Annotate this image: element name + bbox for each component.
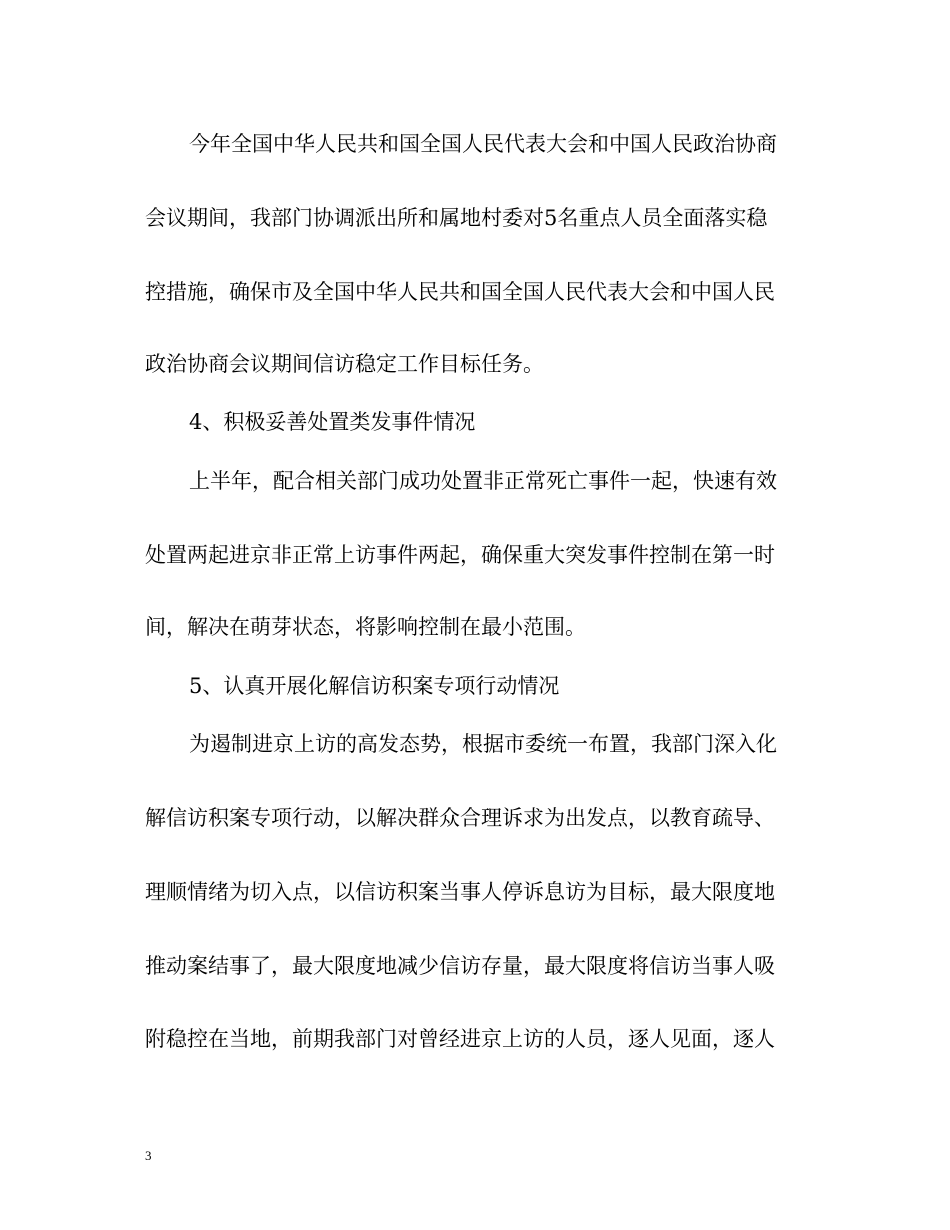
paragraph-line: 理顺情绪为切入点，以信访积案当事人停诉息访为目标，最大限度地 bbox=[145, 880, 775, 904]
paragraph-line: 间，解决在萌芽状态，将影响控制在最小范围。 bbox=[145, 615, 586, 639]
paragraph-line: 政治协商会议期间信访稳定工作目标任务。 bbox=[145, 352, 544, 376]
paragraph-line: 处置两起进京非正常上访事件两起，确保重大突发事件控制在第一时 bbox=[145, 543, 775, 567]
paragraph-line: 会议期间，我部门协调派出所和属地村委对5名重点人员全面落实稳 bbox=[145, 206, 768, 230]
paragraph-line: 解信访积案专项行动，以解决群众合理诉求为出发点，以教育疏导、 bbox=[145, 806, 775, 830]
section-heading: 5、认真开展化解信访积案专项行动情况 bbox=[189, 674, 560, 698]
paragraph-line: 今年全国中华人民共和国全国人民代表大会和中国人民政治协商 bbox=[189, 132, 777, 156]
page-number: 3 bbox=[145, 1148, 152, 1163]
paragraph-line: 控措施，确保市及全国中华人民共和国全国人民代表大会和中国人民 bbox=[145, 280, 775, 304]
section-heading: 4、积极妥善处置类发事件情况 bbox=[189, 410, 476, 434]
paragraph-line: 推动案结事了，最大限度地减少信访存量，最大限度将信访当事人吸 bbox=[145, 954, 775, 978]
paragraph-line: 上半年，配合相关部门成功处置非正常死亡事件一起，快速有效 bbox=[189, 469, 777, 493]
paragraph-line: 为遏制进京上访的高发态势，根据市委统一布置，我部门深入化 bbox=[189, 732, 777, 756]
paragraph-line: 附稳控在当地，前期我部门对曾经进京上访的人员，逐人见面，逐人 bbox=[145, 1027, 775, 1051]
